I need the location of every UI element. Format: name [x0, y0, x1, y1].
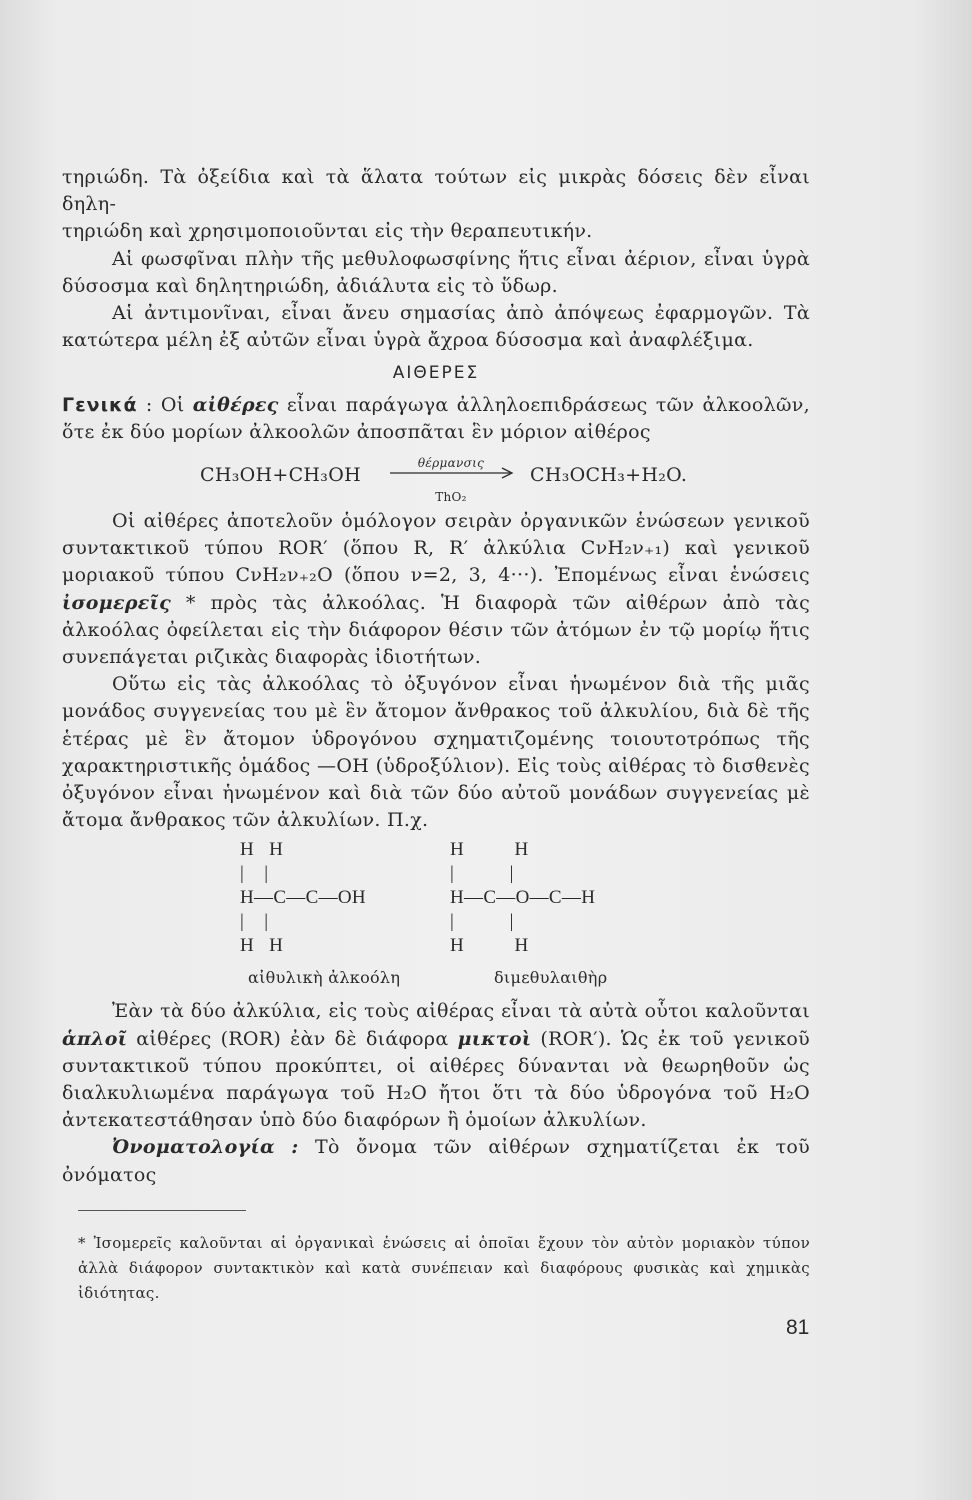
reaction-lhs: CH₃OH+CH₃OH	[200, 464, 361, 487]
reaction-condition-bottom: ThO₂	[435, 490, 467, 505]
simple-mid: αἰθέρες (ROR) ἐὰν δὲ διάφορα	[136, 1027, 449, 1050]
simple-term: ἁπλοῖ	[62, 1027, 128, 1050]
reaction-arrow-icon	[386, 466, 516, 480]
ether-row-3: H—C—O—C—H	[450, 887, 596, 909]
dimethyl-ether-label: διμεθυλαιθὴρ	[494, 968, 608, 988]
homolog-text: Οἱ αἰθέρες ἀποτελοῦν ὁμόλογον σειρὰν ὀργανικῶν ἑνώσεων γενικοῦ συντακτικοῦ τύπου ROR′ (ὅπου R, R′ ἀλκύλια CνH₂ν₊₁) καὶ γενικοῦ μοριακοῦ τύπου CνH₂ν₊₂O (ὅπου ν=2, 3, 4···). Ἐπομένως εἶναι ἑνώσεις	[62, 510, 810, 587]
paragraph-general	[62, 392, 810, 446]
ethanol-row-2: | |	[240, 863, 269, 885]
simple-rest: (ROR′). Ὡς ἐκ τοῦ γενικοῦ συντακτικοῦ τύπου προκύπτει, οἱ αἰθέρες δύνανται νὰ θεωρηθοῦν ὡς διαλκυλιωμένα παράγωγα τοῦ H₂O ἤτοι ὅτι τὰ δύο ὑδρογόνα τοῦ H₂O ἀντεκατεστάθησαν ὑπὸ δύο διαφόρων ἢ ὁμοίων ἀλκυλίων.	[62, 1027, 811, 1132]
reaction-rhs: CH₃OCH₃+H₂O.	[530, 464, 688, 487]
continued-line-1: τηριώδη. Τὰ ὀξείδια καὶ τὰ ἅλατα τούτων εἰς μικρὰς δόσεις δὲν εἶναι δηλη-	[62, 166, 810, 216]
ether-row-4: | |	[450, 911, 514, 933]
ethanol-row-1: H H	[240, 839, 284, 861]
ethanol-label: αἰθυλικὴ ἀλκοόλη	[248, 968, 401, 988]
nomenclature-lead: Ὀνοματολογία	[112, 1136, 275, 1159]
paragraph-nomenclature	[62, 1134, 810, 1188]
ethanol-row-4: | |	[240, 911, 269, 933]
continued-line-2: τηριώδη καὶ χρησιμοποιοῦνται εἰς τὴν θεραπευτικήν.	[62, 220, 593, 243]
general-pre: Οἱ	[160, 393, 185, 416]
ether-row-1: H H	[450, 839, 529, 861]
footnote: * Ἰσομερεῖς καλοῦνται αἱ ὀργανικαὶ ἑνώσεις αἱ ὁποῖαι ἔχουν τὸν αὐτὸν μοριακὸν τύπον ἀλλὰ διάφορον συντακτικὸν καὶ κατὰ συνέπειαν καὶ διαφόρους φυσικὰς καὶ χημικὰς ἰδιότητας.	[78, 1234, 810, 1302]
paragraph-oxygen: Οὕτω εἰς τὰς ἀλκοόλας τὸ ὀξυγόνον εἶναι ἡνωμένον διὰ τῆς μιᾶς μονάδος συγγενείας του μὲ ἓν ἄτομον ἄνθρακος τοῦ ἀλκυλίου, διὰ δὲ τῆς ἑτέρας μὲ ἓν ἄτομον ὑδρογόνου σχηματιζομένης τοιουτοτρόπως τῆς χαρακτηριστικῆς ὁμάδος —OH (ὑδροξύλιον). Εἰς τοὺς αἰθέρας τὸ δισθενὲς ὀξυγόνον εἶναι ἡνωμένον καὶ διὰ τῶν δύο αὐτοῦ μονάδων συγγενείας μὲ ἄτομα ἄνθρακος τῶν ἀλκυλίων. Π.χ.	[62, 673, 810, 832]
paragraph-homolog	[62, 508, 810, 671]
footnote-rule	[78, 1210, 246, 1211]
ether-formation-reaction	[62, 446, 810, 508]
body-text	[62, 164, 810, 1189]
simple-pre: Ἐὰν τὰ δύο ἀλκύλια, εἰς τοὺς αἰθέρας εἶναι τὰ αὐτὰ οὗτοι καλοῦνται	[112, 1000, 810, 1023]
nomenclature-colon: :	[291, 1136, 299, 1159]
ether-row-5: H H	[450, 935, 529, 957]
dimethyl-ether-structure	[450, 838, 595, 958]
paragraph-antimony: Αἱ ἀντιμονῖναι, εἶναι ἄνευ σημασίας ἀπὸ ἀπόψεως ἐφαρμογῶν. Τὰ κατώτερα μέλη ἐξ αὐτῶν εἶναι ὑγρὰ ἄχροα δύσοσμα καὶ ἀναφλέξιμα.	[62, 302, 810, 352]
ethanol-row-3: H—C—C—OH	[240, 887, 366, 909]
ether-row-2: | |	[450, 863, 514, 885]
homolog-rest: * πρὸς τὰς ἀλκοόλας. Ἡ διαφορὰ τῶν αἰθέρων ἀπὸ τὰς ἀλκοόλας ὀφείλεται εἰς τὴν διάφορον θέσιν τῶν ἀτόμων ἐν τῷ μορίῳ ἥτις συνεπάγεται ριζικὰς διαφορὰς ἰδιοτήτων.	[62, 591, 811, 669]
reaction-arrow-group	[386, 448, 516, 504]
homolog-term: ἰσομερεῖς	[62, 591, 171, 614]
general-rest: εἶναι παράγωγα ἀλληλοεπιδράσεως τῶν ἀλκοολῶν, ὅτε ἐκ δύο μορίων ἀλκοολῶν ἀποσπᾶται ἓν μόριον αἰθέρος	[62, 393, 810, 443]
ethanol-structure	[240, 838, 366, 958]
ethanol-row-5: H H	[240, 935, 284, 957]
structural-formulas	[62, 838, 810, 998]
general-term: αἰθέρες	[192, 393, 279, 416]
general-colon: :	[145, 393, 153, 416]
section-heading: ΑΙΘΕΡΕΣ	[392, 363, 480, 384]
general-lead: Γενικά	[62, 393, 138, 416]
nomenclature-rest: Τὸ ὄνομα τῶν αἰθέρων σχηματίζεται ἐκ τοῦ ὀνόματος	[62, 1136, 810, 1186]
paragraph-simple-mixed	[62, 998, 810, 1134]
paragraph-phosphines: Αἱ φωσφῖναι πλὴν τῆς μεθυλοφωσφίνης ἥτις εἶναι ἀέριον, εἶναι ὑγρὰ δύσοσμα καὶ δηλητηριώδη, ἀδιάλυτα εἰς τὸ ὕδωρ.	[62, 247, 810, 297]
mixed-term: μικτοὶ	[457, 1027, 532, 1050]
page-number: 81	[786, 1316, 810, 1339]
reaction-condition-top: θέρμανσις	[417, 456, 485, 471]
